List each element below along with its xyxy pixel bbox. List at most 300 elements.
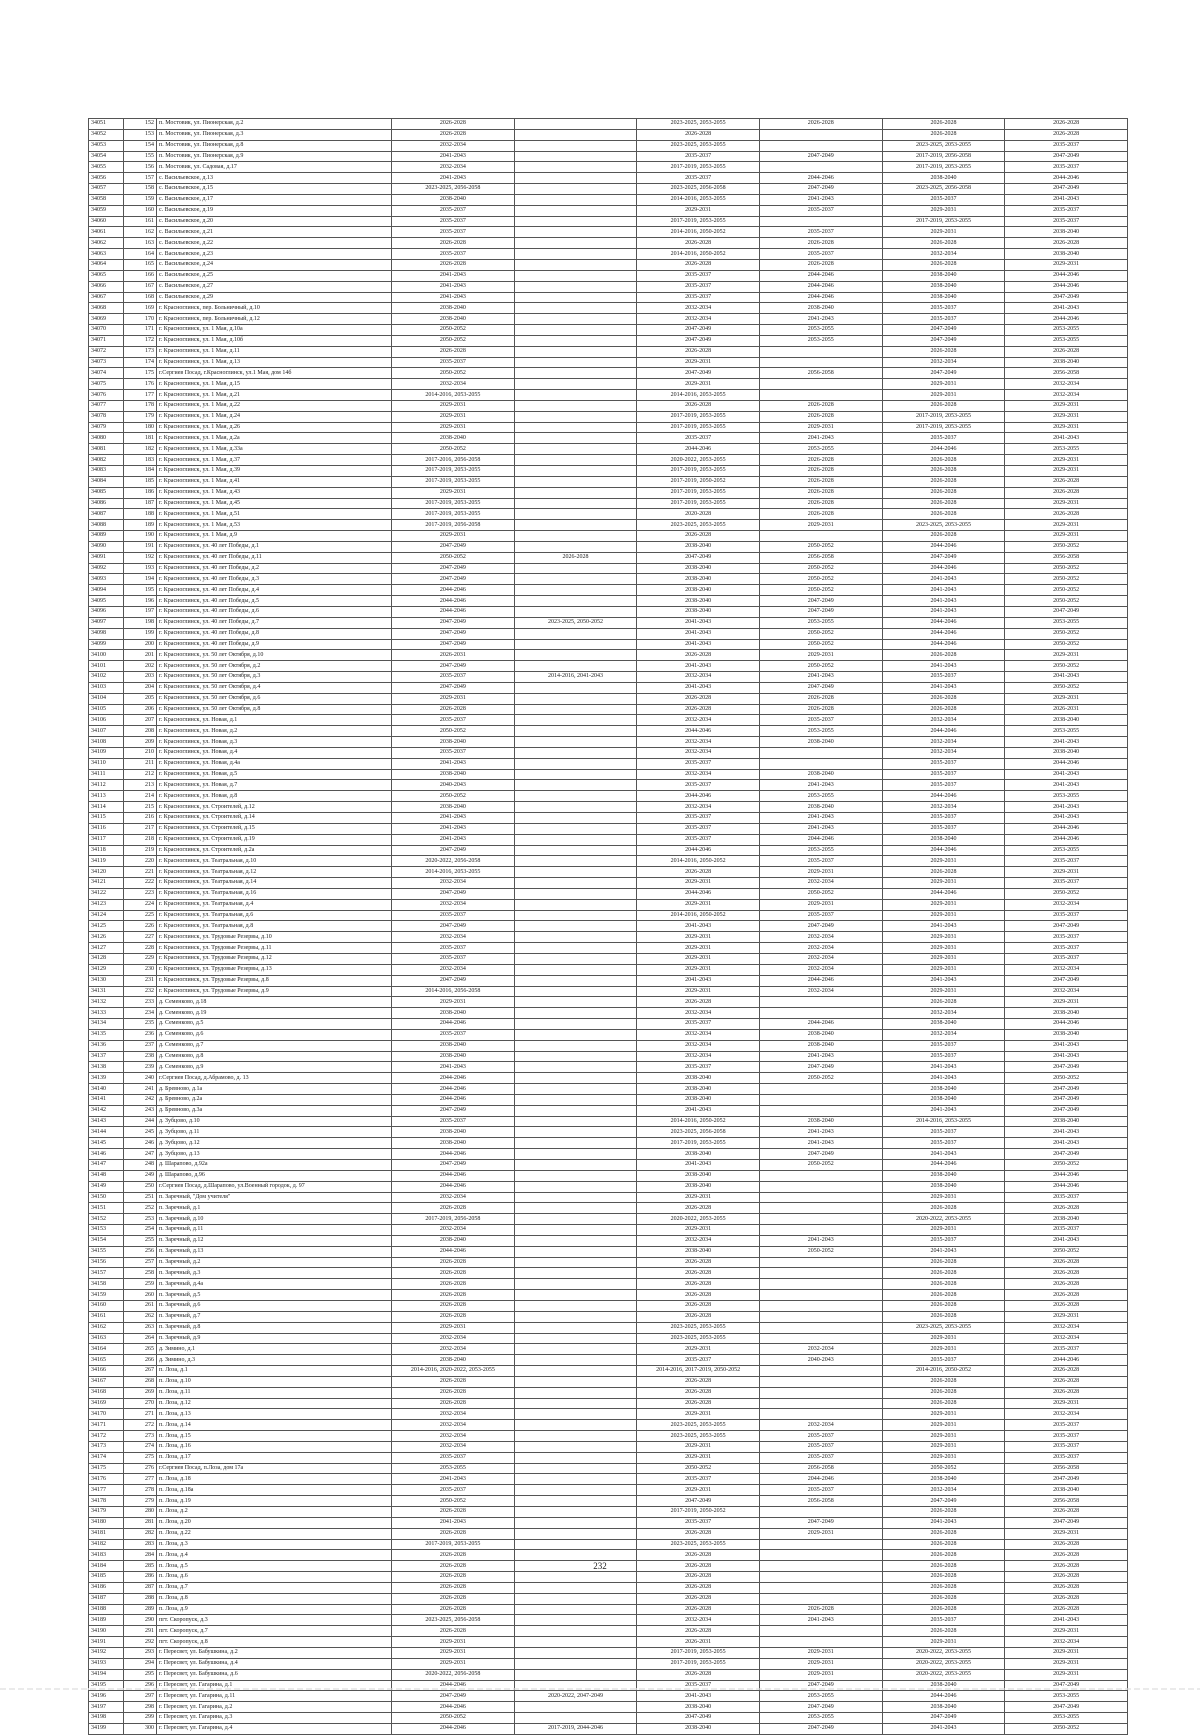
record-id-cell: 34163 (89, 1333, 124, 1344)
period-2-cell (514, 888, 637, 899)
period-1-cell: 2026-2028 (392, 119, 515, 130)
row-number-cell: 258 (124, 1268, 157, 1279)
period-3-cell: 2035-2037 (637, 433, 760, 444)
table-row (89, 1290, 1128, 1301)
record-id-cell: 34131 (89, 986, 124, 997)
period-5-cell: 2020-2022, 2053-2055 (882, 1658, 1005, 1669)
address-cell: г. Пересвет, ул. Гагарина, д.2 (157, 1702, 392, 1713)
record-id-cell: 34198 (89, 1713, 124, 1724)
period-2-cell (514, 1246, 637, 1257)
address-cell: п. Заречный, д.8 (157, 1322, 392, 1333)
period-5-cell: 2020-2022, 2053-2055 (882, 1214, 1005, 1225)
period-2-cell (514, 1116, 637, 1127)
period-4-cell: 2026-2028 (759, 466, 882, 477)
record-id-cell: 34116 (89, 823, 124, 834)
period-1-cell: 2041-2043 (392, 813, 515, 824)
period-4-cell: 2053-2055 (759, 1713, 882, 1724)
table-row (89, 1344, 1128, 1355)
row-number-cell: 280 (124, 1507, 157, 1518)
period-1-cell: 2026-2028 (392, 1507, 515, 1518)
address-cell: д. Семенково, д.6 (157, 1029, 392, 1040)
period-1-cell: 2026-2028 (392, 704, 515, 715)
period-2-cell (514, 433, 637, 444)
period-1-cell: 2026-2028 (392, 1528, 515, 1539)
address-cell: п. Мостовик, ул. Пионерская, д.3 (157, 129, 392, 140)
record-id-cell: 34183 (89, 1550, 124, 1561)
period-6-cell: 2053-2055 (1005, 791, 1128, 802)
period-5-cell: 2029-2031 (882, 1637, 1005, 1648)
period-1-cell: 2029-2031 (392, 411, 515, 422)
table-row (89, 1528, 1128, 1539)
row-number-cell: 276 (124, 1463, 157, 1474)
period-5-cell: 2020-2022, 2053-2055 (882, 1669, 1005, 1680)
address-cell: п. Лоза, д.18а (157, 1485, 392, 1496)
period-3-cell: 2026-2031 (637, 1637, 760, 1648)
period-6-cell: 2053-2055 (1005, 444, 1128, 455)
record-id-cell: 34125 (89, 921, 124, 932)
period-2-cell (514, 1008, 637, 1019)
period-2-cell (514, 400, 637, 411)
address-cell: п. Заречный, д.13 (157, 1246, 392, 1257)
period-4-cell: 2047-2049 (759, 1680, 882, 1691)
table-row (89, 1181, 1128, 1192)
period-3-cell: 2032-2034 (637, 1029, 760, 1040)
period-4-cell: 2026-2028 (759, 455, 882, 466)
table-row (89, 368, 1128, 379)
period-2-cell (514, 1669, 637, 1680)
record-id-cell: 34067 (89, 292, 124, 303)
record-id-cell: 34054 (89, 151, 124, 162)
table-row (89, 1539, 1128, 1550)
table-row (89, 1311, 1128, 1322)
period-1-cell: 2026-2028 (392, 1593, 515, 1604)
row-number-cell: 197 (124, 606, 157, 617)
period-1-cell: 2044-2046 (392, 1019, 515, 1030)
period-5-cell: 2023-2025, 2053-2055 (882, 1322, 1005, 1333)
table-row (89, 1268, 1128, 1279)
row-number-cell: 300 (124, 1723, 157, 1734)
address-cell: п. Заречный, д.2 (157, 1257, 392, 1268)
period-6-cell: 2056-2058 (1005, 368, 1128, 379)
period-6-cell: 2047-2049 (1005, 975, 1128, 986)
period-4-cell: 2029-2031 (759, 422, 882, 433)
period-2-cell (514, 1149, 637, 1160)
row-number-cell: 227 (124, 932, 157, 943)
period-6-cell: 2050-2052 (1005, 682, 1128, 693)
period-1-cell: 2026-2028 (392, 1561, 515, 1572)
record-id-cell: 34168 (89, 1387, 124, 1398)
row-number-cell: 231 (124, 975, 157, 986)
period-1-cell: 2044-2046 (392, 1094, 515, 1105)
record-id-cell: 34057 (89, 184, 124, 195)
period-3-cell: 2026-2028 (637, 346, 760, 357)
period-2-cell (514, 802, 637, 813)
period-2-cell (514, 1300, 637, 1311)
period-1-cell: 2014-2016, 2056-2058 (392, 986, 515, 997)
record-id-cell: 34080 (89, 433, 124, 444)
period-2-cell (514, 563, 637, 574)
period-2-cell (514, 249, 637, 260)
period-5-cell: 2032-2034 (882, 1485, 1005, 1496)
period-4-cell: 2053-2055 (759, 791, 882, 802)
period-1-cell: 2035-2037 (392, 216, 515, 227)
period-6-cell: 2026-2031 (1005, 704, 1128, 715)
row-number-cell: 270 (124, 1398, 157, 1409)
period-4-cell (759, 1203, 882, 1214)
row-number-cell: 295 (124, 1669, 157, 1680)
period-1-cell: 2044-2046 (392, 1084, 515, 1095)
period-2-cell (514, 314, 637, 325)
period-5-cell: 2038-2040 (882, 270, 1005, 281)
period-5-cell: 2038-2040 (882, 173, 1005, 184)
period-6-cell: 2035-2037 (1005, 1441, 1128, 1452)
period-2-cell (514, 1637, 637, 1648)
period-2-cell (514, 1235, 637, 1246)
record-id-cell: 34189 (89, 1615, 124, 1626)
period-2-cell (514, 1181, 637, 1192)
period-2-cell (514, 184, 637, 195)
record-id-cell: 34069 (89, 314, 124, 325)
table-row (89, 1387, 1128, 1398)
period-3-cell: 2041-2043 (637, 975, 760, 986)
period-3-cell: 2026-2028 (637, 1290, 760, 1301)
period-1-cell: 2029-2031 (392, 1658, 515, 1669)
record-id-cell: 34197 (89, 1702, 124, 1713)
period-3-cell: 2026-2028 (637, 1626, 760, 1637)
period-4-cell (759, 1398, 882, 1409)
period-2-cell (514, 119, 637, 130)
record-id-cell: 34193 (89, 1658, 124, 1669)
period-4-cell: 2029-2031 (759, 1669, 882, 1680)
row-number-cell: 277 (124, 1474, 157, 1485)
address-cell: п. Лоза, д.11 (157, 1387, 392, 1398)
table-row (89, 672, 1128, 683)
period-5-cell: 2029-2031 (882, 1452, 1005, 1463)
address-cell: г. Красноглинск, ул. Трудовые Резервы, д.9 (157, 986, 392, 997)
period-4-cell: 2026-2028 (759, 119, 882, 130)
table-row (89, 1713, 1128, 1724)
table-row (89, 552, 1128, 563)
table-row (89, 791, 1128, 802)
period-3-cell: 2032-2034 (637, 1615, 760, 1626)
table-row (89, 563, 1128, 574)
period-4-cell: 2029-2031 (759, 1647, 882, 1658)
period-5-cell: 2026-2028 (882, 997, 1005, 1008)
record-id-cell: 34061 (89, 227, 124, 238)
table-row (89, 1029, 1128, 1040)
record-id-cell: 34077 (89, 400, 124, 411)
period-2-cell (514, 444, 637, 455)
row-number-cell: 267 (124, 1366, 157, 1377)
address-cell: г. Пересвет, ул. Бабушкина, д.4 (157, 1658, 392, 1669)
row-number-cell: 246 (124, 1138, 157, 1149)
period-5-cell: 2044-2046 (882, 444, 1005, 455)
row-number-cell: 238 (124, 1051, 157, 1062)
period-2-cell: 2026-2028 (514, 552, 637, 563)
period-4-cell: 2050-2052 (759, 1073, 882, 1084)
row-number-cell: 179 (124, 411, 157, 422)
table-row (89, 216, 1128, 227)
address-cell: г. Красноглинск, ул. 50 лет Октября, д.8 (157, 704, 392, 715)
period-4-cell (759, 1170, 882, 1181)
row-number-cell: 272 (124, 1420, 157, 1431)
record-id-cell: 34160 (89, 1300, 124, 1311)
period-6-cell: 2044-2046 (1005, 1170, 1128, 1181)
period-5-cell: 2029-2031 (882, 227, 1005, 238)
record-id-cell: 34171 (89, 1420, 124, 1431)
period-6-cell: 2041-2043 (1005, 1051, 1128, 1062)
period-2-cell (514, 1463, 637, 1474)
row-number-cell: 240 (124, 1073, 157, 1084)
period-3-cell: 2032-2034 (637, 1051, 760, 1062)
period-1-cell: 2038-2040 (392, 194, 515, 205)
address-cell: п. Мостовик, ул. Пионерская, д.9 (157, 151, 392, 162)
table-row (89, 661, 1128, 672)
period-2-cell (514, 596, 637, 607)
table-row (89, 747, 1128, 758)
table-row (89, 639, 1128, 650)
period-2-cell (514, 1322, 637, 1333)
table-row (89, 1214, 1128, 1225)
period-6-cell: 2038-2040 (1005, 1029, 1128, 1040)
period-4-cell (759, 1637, 882, 1648)
period-5-cell: 2029-2031 (882, 1409, 1005, 1420)
period-3-cell: 2035-2037 (637, 1680, 760, 1691)
period-1-cell: 2026-2028 (392, 1376, 515, 1387)
address-cell: п. Лоза, д.9 (157, 1604, 392, 1615)
period-3-cell: 2035-2037 (637, 270, 760, 281)
table-row (89, 1691, 1128, 1702)
record-id-cell: 34137 (89, 1051, 124, 1062)
period-3-cell: 2026-2028 (637, 1311, 760, 1322)
period-4-cell (759, 1225, 882, 1236)
address-cell: п. Заречный, д.12 (157, 1235, 392, 1246)
address-cell: д. Зимино, д.3 (157, 1355, 392, 1366)
table-row (89, 541, 1128, 552)
period-5-cell: 2026-2028 (882, 1203, 1005, 1214)
period-2-cell (514, 1539, 637, 1550)
period-4-cell: 2044-2046 (759, 1474, 882, 1485)
period-2-cell (514, 1474, 637, 1485)
period-3-cell: 2032-2034 (637, 303, 760, 314)
period-4-cell: 2053-2055 (759, 325, 882, 336)
period-2-cell (514, 1398, 637, 1409)
record-id-cell: 34178 (89, 1496, 124, 1507)
period-2-cell (514, 1615, 637, 1626)
period-6-cell: 2029-2031 (1005, 693, 1128, 704)
period-3-cell: 2026-2028 (637, 1398, 760, 1409)
record-id-cell: 34117 (89, 834, 124, 845)
period-6-cell: 2047-2049 (1005, 292, 1128, 303)
period-4-cell (759, 1268, 882, 1279)
period-6-cell: 2026-2028 (1005, 1561, 1128, 1572)
period-2-cell (514, 878, 637, 889)
address-cell: г. Красноглинск, ул. 50 лет Октября, д.6 (157, 693, 392, 704)
period-6-cell: 2044-2046 (1005, 270, 1128, 281)
period-3-cell: 2035-2037 (637, 1355, 760, 1366)
row-number-cell: 173 (124, 346, 157, 357)
period-2-cell (514, 628, 637, 639)
period-2-cell (514, 1127, 637, 1138)
record-id-cell: 34162 (89, 1322, 124, 1333)
period-6-cell: 2050-2052 (1005, 628, 1128, 639)
row-number-cell: 217 (124, 823, 157, 834)
period-2-cell (514, 1105, 637, 1116)
period-2-cell (514, 1040, 637, 1051)
period-3-cell: 2041-2043 (637, 1105, 760, 1116)
period-4-cell (759, 531, 882, 542)
row-number-cell: 160 (124, 205, 157, 216)
period-6-cell: 2050-2052 (1005, 1246, 1128, 1257)
record-id-cell: 34100 (89, 650, 124, 661)
address-cell: г. Красноглинск, ул. 1 Мая, д.37 (157, 455, 392, 466)
period-3-cell: 2035-2037 (637, 151, 760, 162)
period-2-cell (514, 390, 637, 401)
row-number-cell: 266 (124, 1355, 157, 1366)
period-3-cell: 2035-2037 (637, 823, 760, 834)
period-3-cell: 2020-2028 (637, 509, 760, 520)
period-3-cell: 2035-2037 (637, 281, 760, 292)
period-4-cell (759, 1626, 882, 1637)
address-cell: г. Красноглинск, ул. 1 Мая, д.45 (157, 498, 392, 509)
row-number-cell: 282 (124, 1528, 157, 1539)
period-5-cell: 2035-2037 (882, 1138, 1005, 1149)
address-cell: п. Заречный, д.7 (157, 1311, 392, 1322)
record-id-cell: 34130 (89, 975, 124, 986)
period-3-cell: 2041-2043 (637, 661, 760, 672)
table-row (89, 1246, 1128, 1257)
row-number-cell: 226 (124, 921, 157, 932)
row-number-cell: 191 (124, 541, 157, 552)
row-number-cell: 291 (124, 1626, 157, 1637)
record-id-cell: 34144 (89, 1127, 124, 1138)
period-4-cell: 2029-2031 (759, 1528, 882, 1539)
period-5-cell: 2038-2040 (882, 1474, 1005, 1485)
row-number-cell: 225 (124, 910, 157, 921)
period-6-cell: 2047-2049 (1005, 1474, 1128, 1485)
period-6-cell: 2041-2043 (1005, 1040, 1128, 1051)
period-4-cell: 2029-2031 (759, 520, 882, 531)
period-1-cell: 2038-2040 (392, 303, 515, 314)
period-6-cell: 2029-2031 (1005, 1669, 1128, 1680)
record-id-cell: 34167 (89, 1376, 124, 1387)
period-2-cell: 2023-2025, 2050-2052 (514, 617, 637, 628)
table-row (89, 227, 1128, 238)
row-number-cell: 223 (124, 888, 157, 899)
period-2-cell (514, 541, 637, 552)
period-3-cell: 2020-2022, 2053-2055 (637, 1214, 760, 1225)
period-2-cell (514, 845, 637, 856)
row-number-cell: 234 (124, 1008, 157, 1019)
period-3-cell: 2014-2016, 2053-2055 (637, 390, 760, 401)
row-number-cell: 254 (124, 1225, 157, 1236)
row-number-cell: 298 (124, 1702, 157, 1713)
period-1-cell: 2035-2037 (392, 227, 515, 238)
period-6-cell: 2029-2031 (1005, 867, 1128, 878)
period-1-cell: 2047-2049 (392, 921, 515, 932)
period-1-cell: 2041-2043 (392, 173, 515, 184)
period-1-cell: 2038-2040 (392, 802, 515, 813)
period-2-cell (514, 1019, 637, 1030)
period-6-cell: 2050-2052 (1005, 1160, 1128, 1171)
address-cell: г. Красноглинск, ул. 40 лет Победы, д.8 (157, 628, 392, 639)
address-cell: д. Семенково, д.9 (157, 1062, 392, 1073)
page-number: 232 (593, 1561, 607, 1571)
period-4-cell (759, 1008, 882, 1019)
record-id-cell: 34092 (89, 563, 124, 574)
period-3-cell: 2035-2037 (637, 1019, 760, 1030)
record-id-cell: 34075 (89, 379, 124, 390)
period-6-cell: 2047-2049 (1005, 1680, 1128, 1691)
period-4-cell: 2041-2043 (759, 194, 882, 205)
period-5-cell: 2035-2037 (882, 1355, 1005, 1366)
address-cell: с. Васильевское, д.27 (157, 281, 392, 292)
period-6-cell: 2029-2031 (1005, 997, 1128, 1008)
period-6-cell: 2044-2046 (1005, 281, 1128, 292)
table-row (89, 292, 1128, 303)
row-number-cell: 161 (124, 216, 157, 227)
row-number-cell: 260 (124, 1290, 157, 1301)
period-5-cell: 2035-2037 (882, 769, 1005, 780)
address-cell: п. Мостовик, ул. Садовая, д.17 (157, 162, 392, 173)
period-3-cell: 2035-2037 (637, 834, 760, 845)
record-id-cell: 34154 (89, 1235, 124, 1246)
record-id-cell: 34150 (89, 1192, 124, 1203)
record-id-cell: 34145 (89, 1138, 124, 1149)
table-row (89, 1257, 1128, 1268)
period-6-cell: 2053-2055 (1005, 335, 1128, 346)
period-6-cell: 2038-2040 (1005, 1116, 1128, 1127)
period-4-cell (759, 1094, 882, 1105)
address-cell: г. Красноглинск, ул. 40 лет Победы, д.4 (157, 585, 392, 596)
row-number-cell: 190 (124, 531, 157, 542)
period-5-cell: 2032-2034 (882, 747, 1005, 758)
period-1-cell: 2029-2031 (392, 997, 515, 1008)
period-2-cell (514, 715, 637, 726)
address-cell: г.Сергиев Посад, д.Шарапово, ул.Военный городок, д. 97 (157, 1181, 392, 1192)
record-id-cell: 34088 (89, 520, 124, 531)
period-5-cell: 2026-2028 (882, 1387, 1005, 1398)
period-2-cell (514, 823, 637, 834)
address-cell: г. Пересвет, ул. Гагарина, д.1 (157, 1680, 392, 1691)
row-number-cell: 216 (124, 813, 157, 824)
period-5-cell: 2038-2040 (882, 281, 1005, 292)
period-6-cell: 2035-2037 (1005, 162, 1128, 173)
record-id-cell: 34058 (89, 194, 124, 205)
period-6-cell: 2026-2028 (1005, 476, 1128, 487)
period-6-cell: 2035-2037 (1005, 1225, 1128, 1236)
period-4-cell: 2050-2052 (759, 1160, 882, 1171)
period-4-cell: 2026-2028 (759, 476, 882, 487)
period-5-cell: 2017-2019, 2053-2055 (882, 411, 1005, 422)
address-cell: п. Лоза, д.1 (157, 1366, 392, 1377)
period-5-cell: 2026-2028 (882, 1268, 1005, 1279)
address-cell: п. Заречный, д.6 (157, 1300, 392, 1311)
period-3-cell: 2038-2040 (637, 563, 760, 574)
row-number-cell: 243 (124, 1105, 157, 1116)
row-number-cell: 288 (124, 1593, 157, 1604)
table-row (89, 1647, 1128, 1658)
table-row (89, 1474, 1128, 1485)
period-2-cell (514, 487, 637, 498)
row-number-cell: 265 (124, 1344, 157, 1355)
record-id-cell: 34122 (89, 888, 124, 899)
row-number-cell: 269 (124, 1387, 157, 1398)
address-cell: д. Шарапово, д.92а (157, 1160, 392, 1171)
period-1-cell: 2017-2019, 2056-2058 (392, 1214, 515, 1225)
period-5-cell: 2020-2022, 2053-2055 (882, 1647, 1005, 1658)
table-row (89, 737, 1128, 748)
